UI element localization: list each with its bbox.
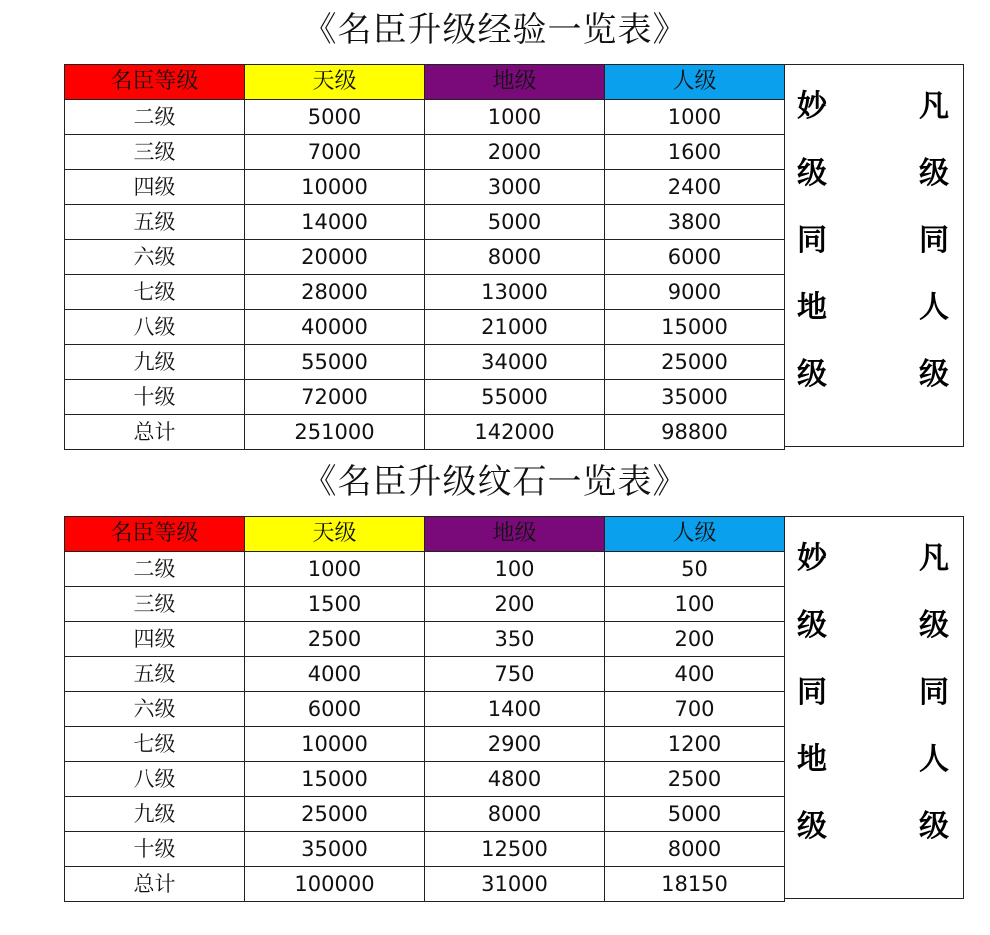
- table-title-experience: 《名臣升级经验一览表》: [302, 10, 688, 50]
- cell-di: 1000: [425, 100, 605, 135]
- cell-ren: 2400: [605, 170, 785, 205]
- note-char: 级: [797, 156, 827, 191]
- cell-rank: 二级: [65, 100, 245, 135]
- cell-di: 1400: [425, 692, 605, 727]
- note-column-left: [792, 539, 832, 874]
- table-row: [65, 275, 785, 310]
- cell-tian: 25000: [245, 797, 425, 832]
- cell-tian: 251000: [245, 415, 425, 450]
- table-row: [65, 170, 785, 205]
- cell-tian: 40000: [245, 310, 425, 345]
- cell-di: 750: [425, 657, 605, 692]
- table-row: [65, 762, 785, 797]
- cell-tian: 55000: [245, 345, 425, 380]
- cell-rank: 三级: [65, 135, 245, 170]
- table-header-row: [65, 517, 785, 552]
- table-row: [65, 587, 785, 622]
- cell-tian: 2500: [245, 622, 425, 657]
- note-char: 级: [919, 809, 949, 844]
- note-char: 级: [919, 357, 949, 392]
- note-char: 级: [797, 357, 827, 392]
- header-tian: 天级: [245, 65, 425, 100]
- cell-rank: 总计: [65, 415, 245, 450]
- table-row: [65, 135, 785, 170]
- cell-rank: 十级: [65, 380, 245, 415]
- cell-ren: 9000: [605, 275, 785, 310]
- cell-tian: 72000: [245, 380, 425, 415]
- cell-rank: 四级: [65, 622, 245, 657]
- table-row: [65, 380, 785, 415]
- table-row: [65, 622, 785, 657]
- cell-di: 13000: [425, 275, 605, 310]
- table-row: [65, 797, 785, 832]
- note-char: 凡: [919, 89, 949, 124]
- cell-ren: 25000: [605, 345, 785, 380]
- cell-rank: 七级: [65, 275, 245, 310]
- cell-tian: 1500: [245, 587, 425, 622]
- table-row: [65, 832, 785, 867]
- cell-di: 4800: [425, 762, 605, 797]
- cell-di: 8000: [425, 240, 605, 275]
- cell-di: 31000: [425, 867, 605, 902]
- cell-ren: 1200: [605, 727, 785, 762]
- cell-di: 21000: [425, 310, 605, 345]
- note-char: 同: [797, 223, 827, 258]
- note-char: 地: [797, 290, 827, 325]
- note-char: 人: [919, 290, 949, 325]
- cell-ren: 18150: [605, 867, 785, 902]
- table-total-row: [65, 415, 785, 450]
- note-column-right: [914, 87, 954, 422]
- cell-tian: 4000: [245, 657, 425, 692]
- cell-tian: 28000: [245, 275, 425, 310]
- note-column-right: [914, 539, 954, 874]
- cell-di: 12500: [425, 832, 605, 867]
- cell-rank: 四级: [65, 170, 245, 205]
- cell-ren: 5000: [605, 797, 785, 832]
- cell-tian: 10000: [245, 170, 425, 205]
- cell-di: 3000: [425, 170, 605, 205]
- note-char: 级: [797, 608, 827, 643]
- cell-di: 5000: [425, 205, 605, 240]
- header-di: 地级: [425, 517, 605, 552]
- cell-ren: 700: [605, 692, 785, 727]
- cell-di: 55000: [425, 380, 605, 415]
- cell-ren: 8000: [605, 832, 785, 867]
- note-char: 同: [797, 675, 827, 710]
- cell-rank: 六级: [65, 240, 245, 275]
- cell-rank: 六级: [65, 692, 245, 727]
- cell-di: 200: [425, 587, 605, 622]
- cell-di: 142000: [425, 415, 605, 450]
- cell-ren: 6000: [605, 240, 785, 275]
- cell-ren: 3800: [605, 205, 785, 240]
- header-rank: 名臣等级: [65, 517, 245, 552]
- cell-ren: 35000: [605, 380, 785, 415]
- note-char: 级: [919, 608, 949, 643]
- cell-ren: 200: [605, 622, 785, 657]
- header-di: 地级: [425, 65, 605, 100]
- cell-tian: 20000: [245, 240, 425, 275]
- cell-tian: 15000: [245, 762, 425, 797]
- cell-rank: 八级: [65, 310, 245, 345]
- table-title-stone: 《名臣升级纹石一览表》: [302, 462, 688, 502]
- note-char: 人: [919, 742, 949, 777]
- cell-rank: 三级: [65, 587, 245, 622]
- note-char: 妙: [797, 89, 827, 124]
- cell-rank: 七级: [65, 727, 245, 762]
- cell-tian: 14000: [245, 205, 425, 240]
- header-ren: 人级: [605, 517, 785, 552]
- table-row: [65, 310, 785, 345]
- cell-rank: 五级: [65, 657, 245, 692]
- experience-table: [64, 64, 785, 450]
- cell-tian: 6000: [245, 692, 425, 727]
- cell-tian: 1000: [245, 552, 425, 587]
- cell-rank: 五级: [65, 205, 245, 240]
- cell-rank: 总计: [65, 867, 245, 902]
- note-char: 地: [797, 742, 827, 777]
- cell-di: 8000: [425, 797, 605, 832]
- table-row: [65, 552, 785, 587]
- note-char: 妙: [797, 541, 827, 576]
- cell-rank: 九级: [65, 345, 245, 380]
- cell-di: 2000: [425, 135, 605, 170]
- table-row: [65, 727, 785, 762]
- table-row: [65, 100, 785, 135]
- cell-ren: 15000: [605, 310, 785, 345]
- table-total-row: [65, 867, 785, 902]
- note-char: 级: [797, 809, 827, 844]
- side-note-stone: [784, 516, 964, 899]
- header-tian: 天级: [245, 517, 425, 552]
- table-row: [65, 345, 785, 380]
- cell-di: 100: [425, 552, 605, 587]
- cell-ren: 1600: [605, 135, 785, 170]
- stone-table: [64, 516, 785, 902]
- cell-ren: 400: [605, 657, 785, 692]
- cell-ren: 2500: [605, 762, 785, 797]
- cell-rank: 十级: [65, 832, 245, 867]
- cell-di: 350: [425, 622, 605, 657]
- table-row: [65, 205, 785, 240]
- table-row: [65, 240, 785, 275]
- table-row: [65, 657, 785, 692]
- cell-rank: 八级: [65, 762, 245, 797]
- cell-rank: 二级: [65, 552, 245, 587]
- header-ren: 人级: [605, 65, 785, 100]
- cell-tian: 35000: [245, 832, 425, 867]
- table-header-row: [65, 65, 785, 100]
- note-char: 同: [919, 223, 949, 258]
- cell-di: 34000: [425, 345, 605, 380]
- cell-tian: 100000: [245, 867, 425, 902]
- note-char: 级: [919, 156, 949, 191]
- side-note-experience: [784, 64, 964, 447]
- note-char: 凡: [919, 541, 949, 576]
- cell-ren: 1000: [605, 100, 785, 135]
- cell-tian: 7000: [245, 135, 425, 170]
- cell-di: 2900: [425, 727, 605, 762]
- cell-tian: 5000: [245, 100, 425, 135]
- cell-ren: 100: [605, 587, 785, 622]
- cell-ren: 50: [605, 552, 785, 587]
- header-rank: 名臣等级: [65, 65, 245, 100]
- note-char: 同: [919, 675, 949, 710]
- cell-ren: 98800: [605, 415, 785, 450]
- cell-tian: 10000: [245, 727, 425, 762]
- table-row: [65, 692, 785, 727]
- cell-rank: 九级: [65, 797, 245, 832]
- note-column-left: [792, 87, 832, 422]
